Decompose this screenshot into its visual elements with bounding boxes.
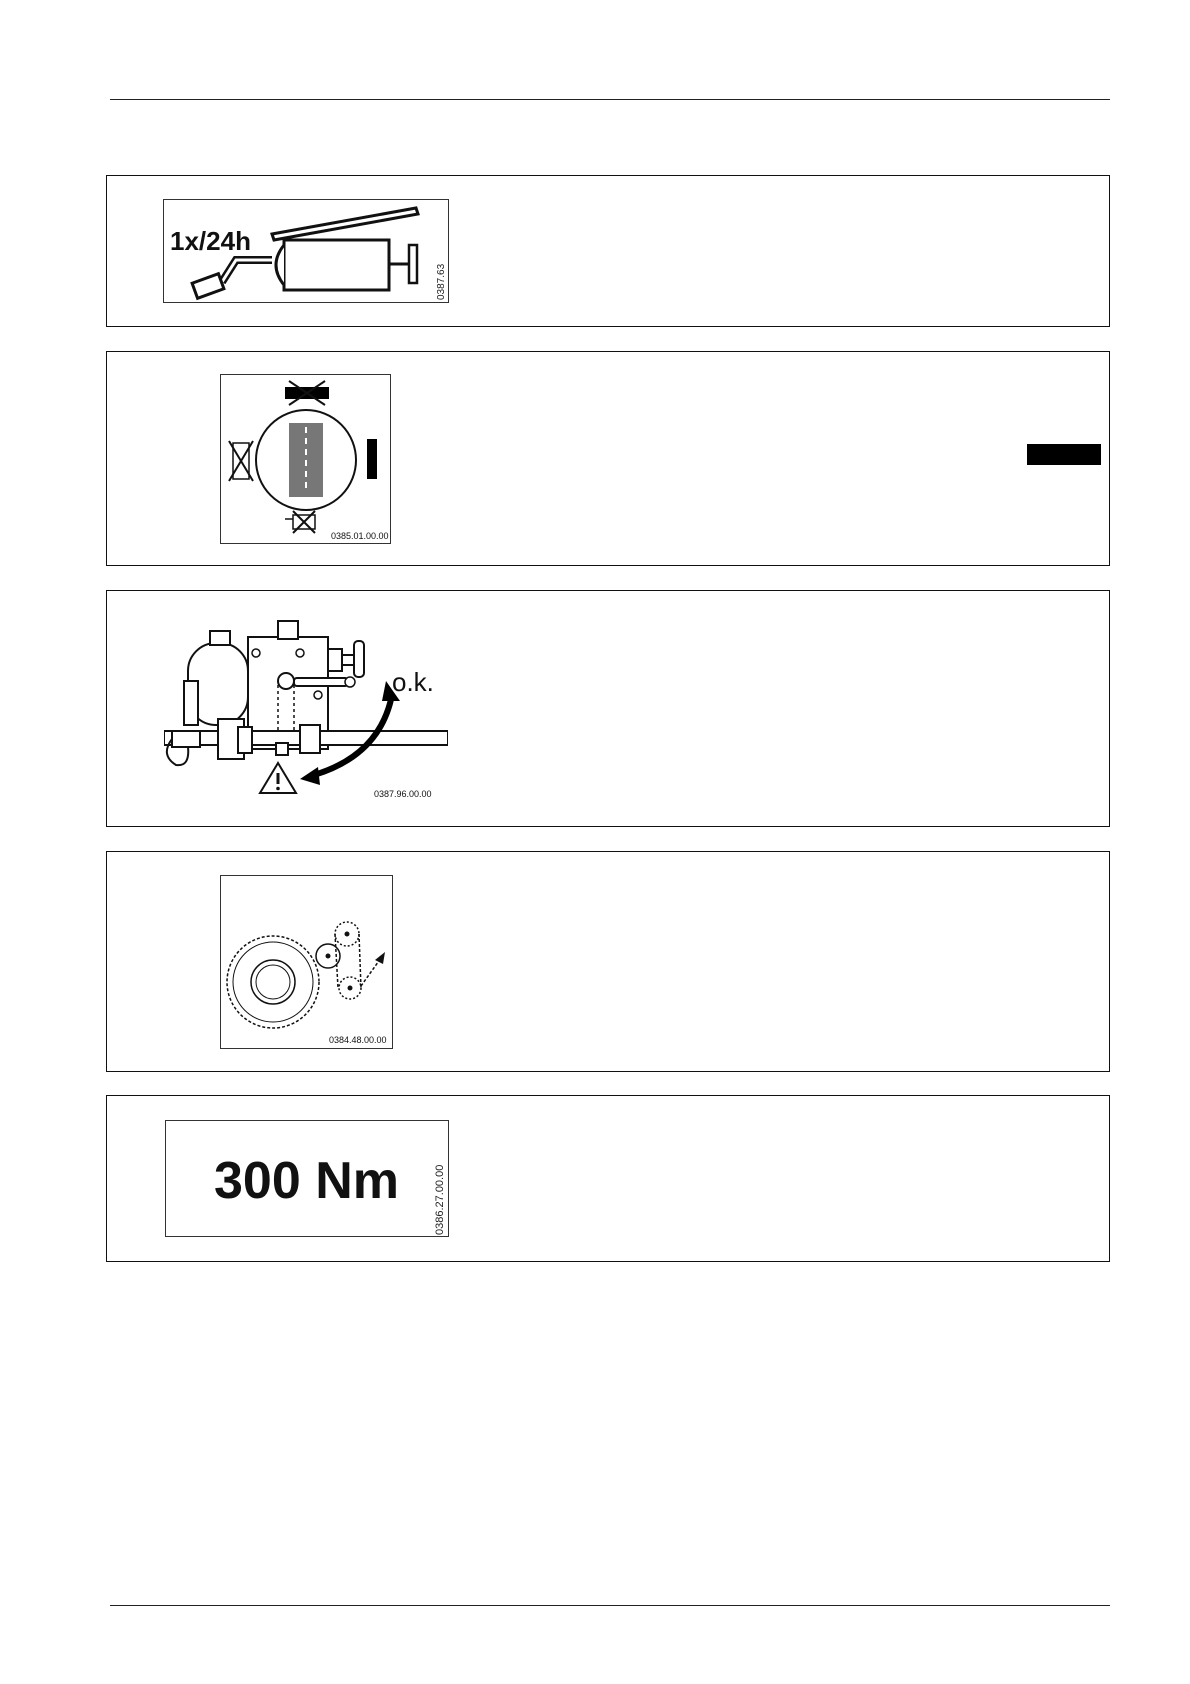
grease-gun-figure [163, 199, 449, 303]
figure-code: 0385.01.00.00 [331, 531, 389, 541]
footer-rule [110, 1605, 1110, 1606]
hydraulic-valve-figure [163, 614, 449, 802]
interval-label: 1x/24h [170, 226, 251, 256]
instruction-panel-grease [106, 175, 1110, 327]
figure-code: 0386.27.00.00 [434, 1164, 446, 1235]
figure-code: 0387.63 [436, 263, 447, 300]
torque-figure [165, 1120, 449, 1237]
instruction-panel-torque [106, 1095, 1110, 1262]
instruction-panel-valve [106, 590, 1110, 827]
road-directions-icon [221, 375, 391, 544]
hydraulic-valve-icon [164, 615, 449, 802]
figure-code: 0384.48.00.00 [329, 1035, 387, 1045]
warning-icon [258, 761, 298, 795]
pulley-belt-figure [220, 875, 393, 1049]
figure-code: 0387.96.00.00 [374, 789, 432, 799]
torque-value: 300 Nm [214, 1152, 399, 1210]
redaction-bar [1027, 444, 1101, 465]
pulley-belt-icon [221, 876, 393, 1049]
instruction-panel-transport [106, 351, 1110, 566]
ok-label: o.k. [392, 667, 434, 697]
road-directions-figure [220, 374, 391, 544]
instruction-panel-belt [106, 851, 1110, 1072]
header-rule [110, 99, 1110, 100]
